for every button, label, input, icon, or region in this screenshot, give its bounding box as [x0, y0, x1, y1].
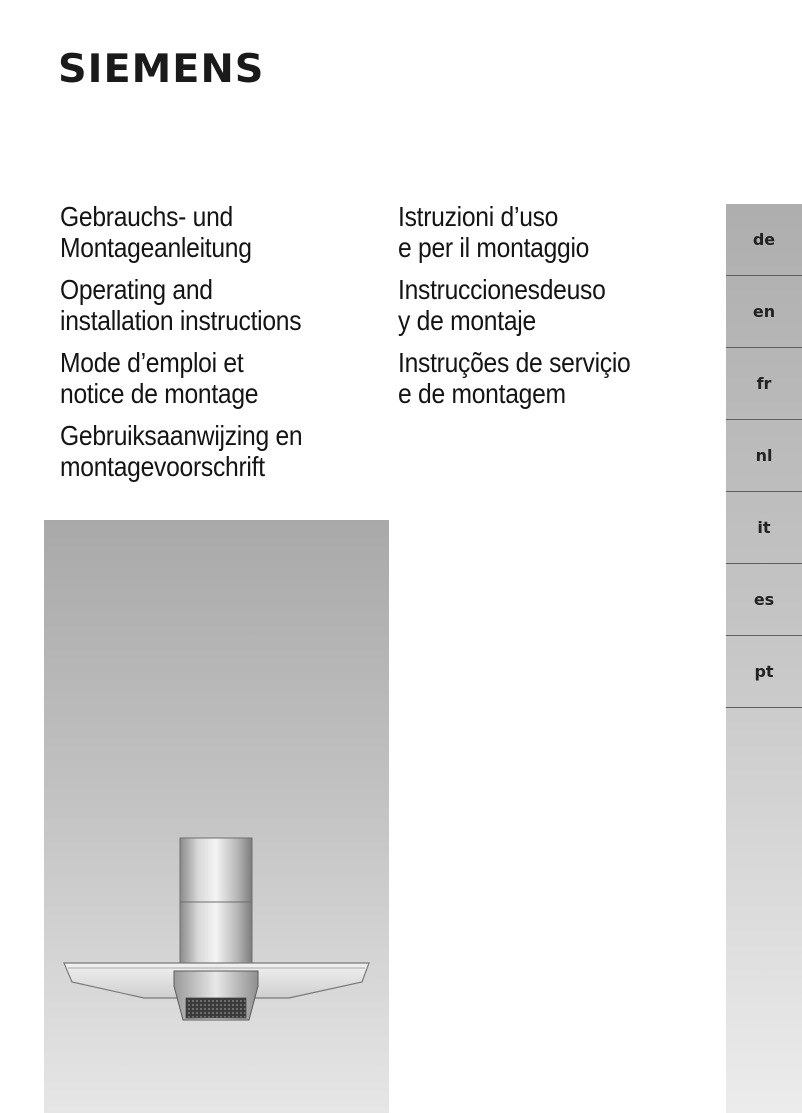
- grease-filter: [186, 998, 246, 1018]
- titles-left-column: [60, 201, 335, 493]
- language-tab-fr[interactable]: fr: [726, 348, 802, 420]
- language-tab-strip: [726, 204, 802, 1113]
- language-tab-es[interactable]: es: [726, 564, 802, 636]
- language-tab-nl[interactable]: nl: [726, 420, 802, 492]
- title-fr: [60, 347, 302, 409]
- cooker-hood-illustration: [44, 520, 389, 1113]
- title-pt-line2: e de montagem: [398, 378, 566, 409]
- chimney-lower: [180, 902, 252, 972]
- title-es-line2: y de montaje: [398, 305, 536, 336]
- titles-right-column: [398, 201, 662, 420]
- product-photo-panel: [44, 520, 389, 1113]
- title-fr-line2: notice de montage: [60, 378, 259, 409]
- title-de: [60, 201, 302, 263]
- language-tab-en[interactable]: en: [726, 276, 802, 348]
- title-it-line1: Istruzioni d’uso: [398, 201, 559, 232]
- chimney-upper: [180, 838, 252, 902]
- title-fr-line1: Mode d’emploi et: [60, 347, 244, 378]
- title-es: [398, 274, 630, 336]
- title-de-line2: Montageanleitung: [60, 232, 252, 263]
- language-tab-pt[interactable]: pt: [726, 636, 802, 708]
- title-en-line1: Operating and: [60, 274, 213, 305]
- title-nl-line2: montagevoorschrift: [60, 451, 265, 482]
- title-nl-line1: Gebruiksaanwijzing en: [60, 420, 303, 451]
- title-es-line1: Instruccionesdeuso: [398, 274, 606, 305]
- title-en: [60, 274, 302, 336]
- language-tab-de[interactable]: de: [726, 204, 802, 276]
- siemens-logo: SIEMENS: [58, 47, 265, 92]
- title-pt: [398, 347, 630, 409]
- title-nl: [60, 420, 302, 482]
- title-pt-line1: Instruções de serviçio: [398, 347, 631, 378]
- title-en-line2: installation instructions: [60, 305, 302, 336]
- title-it: [398, 201, 630, 263]
- title-it-line2: e per il montaggio: [398, 232, 590, 263]
- title-de-line1: Gebrauchs- und: [60, 201, 234, 232]
- language-tab-it[interactable]: it: [726, 492, 802, 564]
